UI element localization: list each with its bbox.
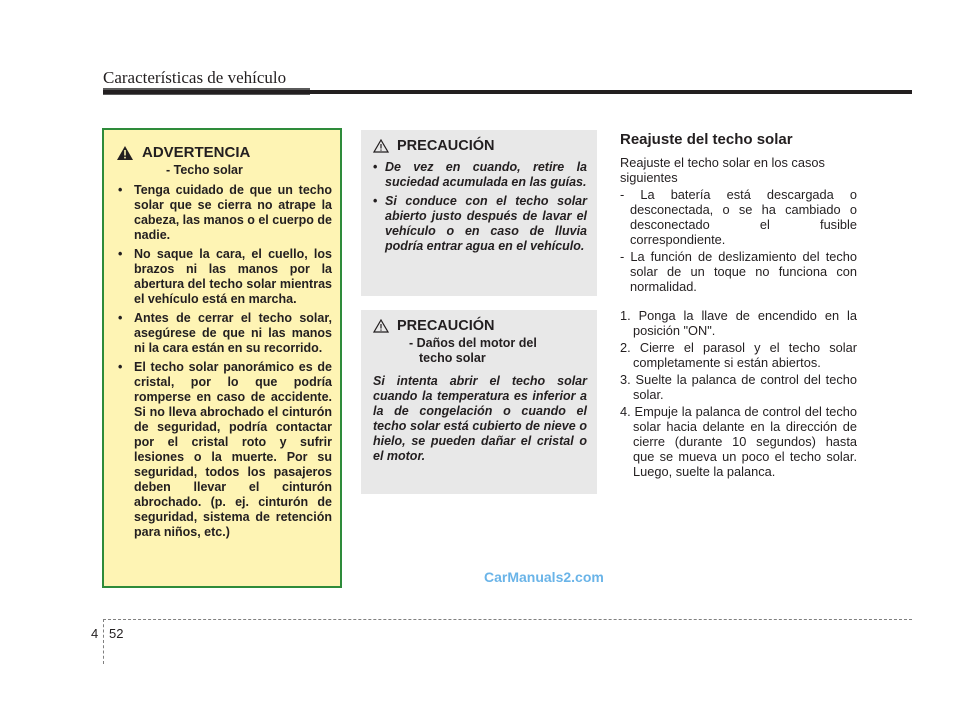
footer-rule	[103, 619, 912, 620]
caution-box-motor	[361, 310, 597, 494]
reset-step: 4. Empuje la palanca de control del techo solar hacia delante en la dirección de cierre (durante 10 segundos) hasta que se mueva un poco el techo solar. Luego, suelte la palanca.	[620, 404, 857, 479]
warning-heading	[116, 144, 332, 161]
warning-item: • No saque la cara, el cuello, los brazos ni las manos por la abertura del techo solar mientras el vehículo está en marcha.	[116, 247, 332, 307]
caution-box-guides	[361, 130, 597, 296]
page-number: 52	[109, 626, 124, 641]
caution-triangle-icon	[373, 139, 389, 153]
caution-item: • De vez en cuando, retire la suciedad acumulada en las guías.	[373, 160, 587, 190]
caution-heading	[373, 318, 587, 334]
warning-subtitle: - Techo solar	[166, 163, 243, 177]
reset-step: 3. Suelte la palanca de control del techo solar.	[620, 372, 857, 402]
caution-title: PRECAUCIÓN	[397, 318, 495, 334]
caution-list	[373, 160, 587, 254]
warning-triangle-icon	[116, 145, 134, 161]
caution-body: Si intenta abrir el techo solar cuando la temperatura es inferior a la de congelación o cuando el techo solar está cubierto de nieve o hielo, se pueden dañar el cristal o el motor.	[373, 374, 587, 463]
reset-steps	[620, 308, 857, 479]
caution-triangle-icon	[373, 319, 389, 333]
caution-title: PRECAUCIÓN	[397, 138, 495, 154]
reset-intro: Reajuste el techo solar en los casos siguientes	[620, 155, 825, 185]
reset-section	[620, 132, 857, 481]
warning-title: ADVERTENCIA	[142, 144, 251, 161]
caution-subtitle-line2: techo solar	[419, 351, 486, 365]
reset-condition: - La función de deslizamiento del techo solar de un toque no funciona con normalidad.	[620, 249, 857, 294]
watermark: CarManuals2.com	[484, 569, 604, 585]
warning-item: • Tenga cuidado de que un techo solar que se cierra no atrape la cabeza, las manos o el cuerpo de nadie.	[116, 183, 332, 243]
reset-step: 2. Cierre el parasol y el techo solar completamente si están abiertos.	[620, 340, 857, 370]
reset-step: 1. Ponga la llave de encendido en la posición "ON".	[620, 308, 857, 338]
warning-item: • El techo solar panorámico es de cristal, por lo que podría romperse en caso de accidente. Si no lleva abrochado el cinturón de seguridad, podría contactar por el cristal roto y sufrir lesiones o la muerte. Por su seguridad, todos los pasajeros deben llevar el cinturón abrochado. (p. ej. cinturón de seguridad, sistema de retención para niños, etc.)	[116, 360, 332, 540]
warning-item: • Antes de cerrar el techo solar, asegúrese de que ni las manos ni la cara están en su recorrido.	[116, 311, 332, 356]
header-rule	[103, 90, 912, 94]
caution-heading	[373, 138, 587, 154]
caution-subtitle: - Daños del motor del	[409, 336, 537, 350]
warning-list	[116, 183, 332, 540]
chapter-number: 4	[91, 626, 99, 641]
warning-box	[102, 128, 342, 588]
caution-item: • Si conduce con el techo solar abierto justo después de lavar el vehículo o en caso de lluvia podría entrar agua en el vehículo.	[373, 194, 587, 254]
footer-divider	[103, 619, 104, 664]
reset-title: Reajuste del techo solar	[620, 131, 793, 148]
section-header-title: Características de vehículo	[103, 68, 287, 87]
reset-condition: - La batería está descargada o desconectada, o se ha cambiado o desconectado el fusible correspondiente.	[620, 187, 857, 247]
